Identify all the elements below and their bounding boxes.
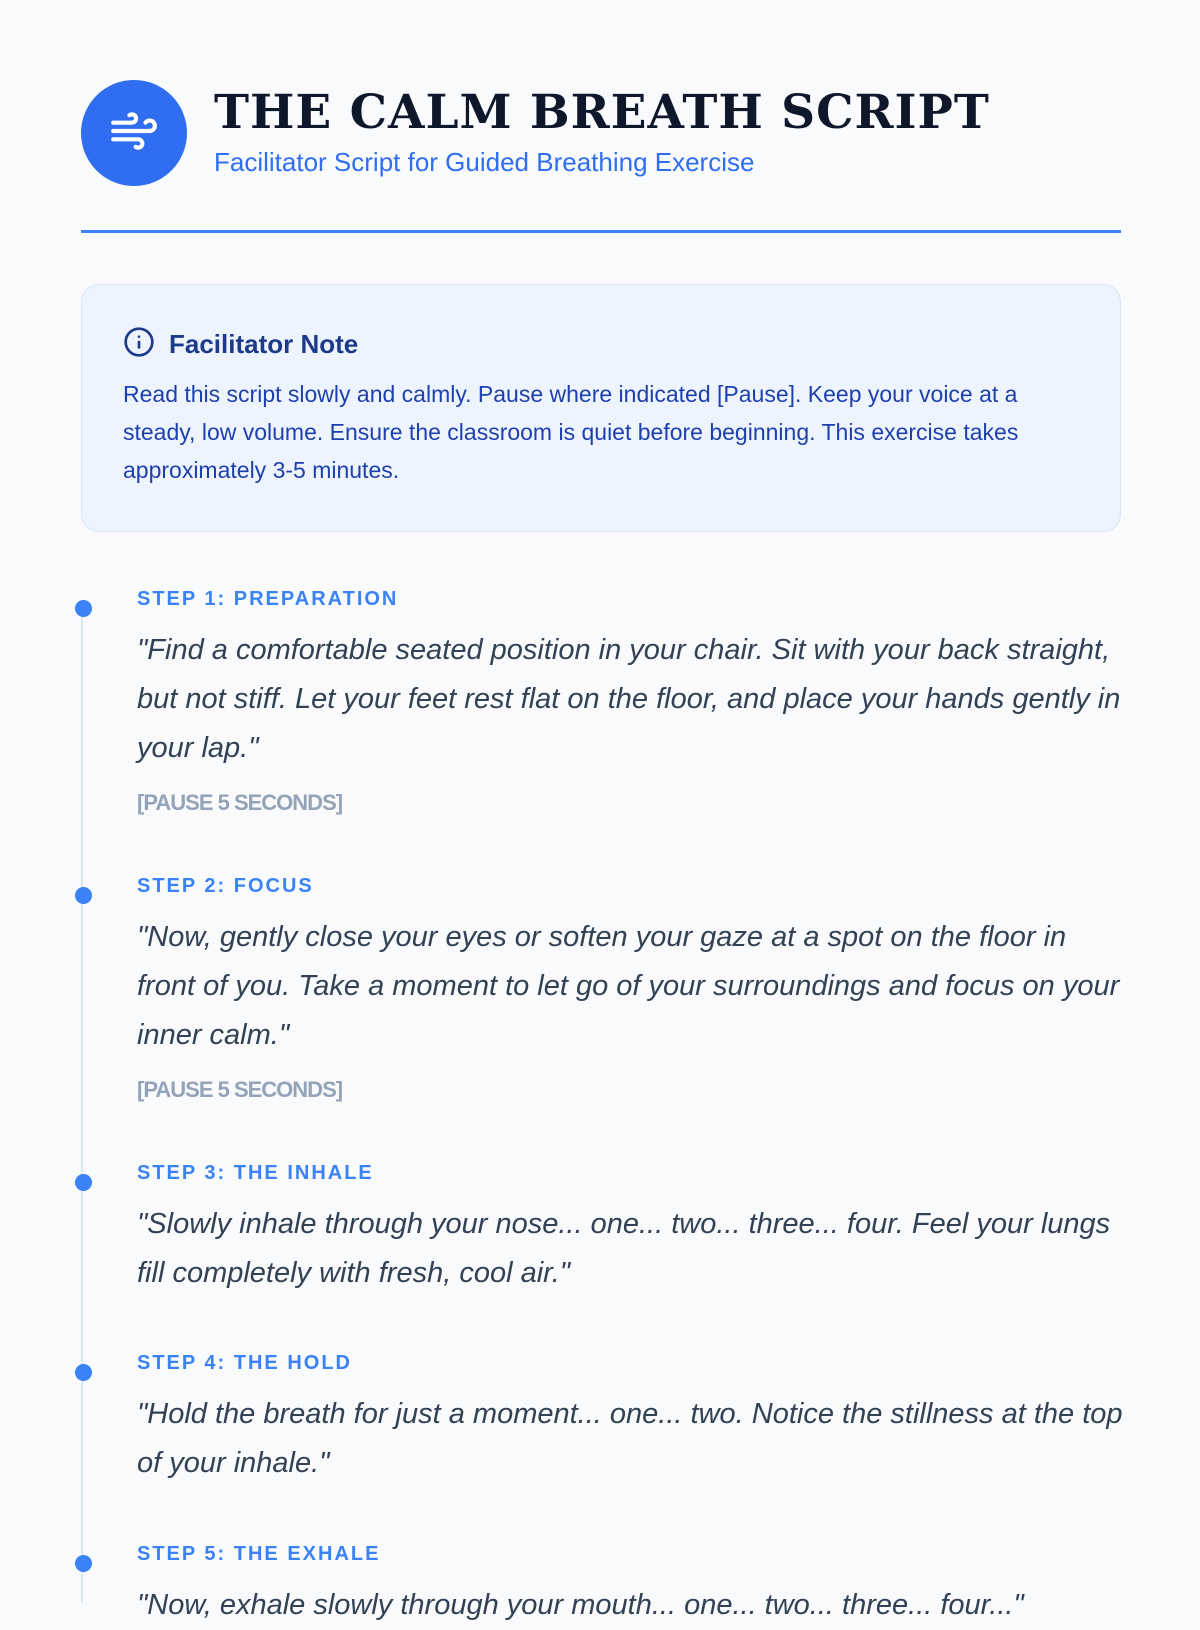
step-quote: "Find a comfortable seated position in your chair. Sit with your back straight, but not stiff. Let your feet rest flat on the floor, and place your hands gently in your lap." (137, 634, 1121, 764)
wind-icon (109, 106, 159, 161)
facilitator-note (81, 284, 1121, 532)
step-label: STEP 2: FOCUS (137, 875, 314, 897)
note-header (123, 327, 1080, 361)
pause-marker: [PAUSE 5 SECONDS] (137, 790, 343, 815)
timeline-dot (75, 600, 92, 617)
timeline-line (81, 603, 83, 1603)
step-quote: "Hold the breath for just a moment... one... two. Notice the stillness at the top of your inhale." (137, 1398, 1123, 1479)
timeline-dot (75, 887, 92, 904)
note-title: Facilitator Note (169, 328, 359, 359)
page-subtitle: Facilitator Script for Guided Breathing Exercise (214, 147, 755, 177)
timeline-dot (75, 1364, 92, 1381)
pause-marker: [PAUSE 5 SECONDS] (137, 1077, 343, 1102)
page-title: THE CALM BREATH SCRIPT (214, 85, 990, 140)
note-body: Read this script slowly and calmly. Pause where indicated [Pause]. Keep your voice at a steady, low volume. Ensure the classroom is quiet before beginning. This exercise takes approximately 3-5 minutes. (123, 381, 1019, 483)
step-label: STEP 3: THE INHALE (137, 1162, 374, 1184)
step-quote: "Now, gently close your eyes or soften your gaze at a spot on the floor in front of you. Take a moment to let go of your surroundings and focus on your inner calm." (137, 921, 1120, 1051)
page-header (81, 80, 1121, 233)
step-label: STEP 5: THE EXHALE (137, 1543, 381, 1565)
step-quote: "Now, exhale slowly through your mouth... one... two... three... four..." (137, 1589, 1024, 1621)
step-label: STEP 1: PREPARATION (137, 588, 399, 610)
step-label: STEP 4: THE HOLD (137, 1352, 352, 1374)
step-quote: "Slowly inhale through your nose... one... two... three... four. Feel your lungs fill completely with fresh, cool air." (137, 1208, 1111, 1289)
timeline-dot (75, 1555, 92, 1572)
info-icon (123, 326, 155, 363)
script-page (81, 0, 1123, 1621)
logo-badge (81, 80, 187, 186)
timeline-dot (75, 1174, 92, 1191)
